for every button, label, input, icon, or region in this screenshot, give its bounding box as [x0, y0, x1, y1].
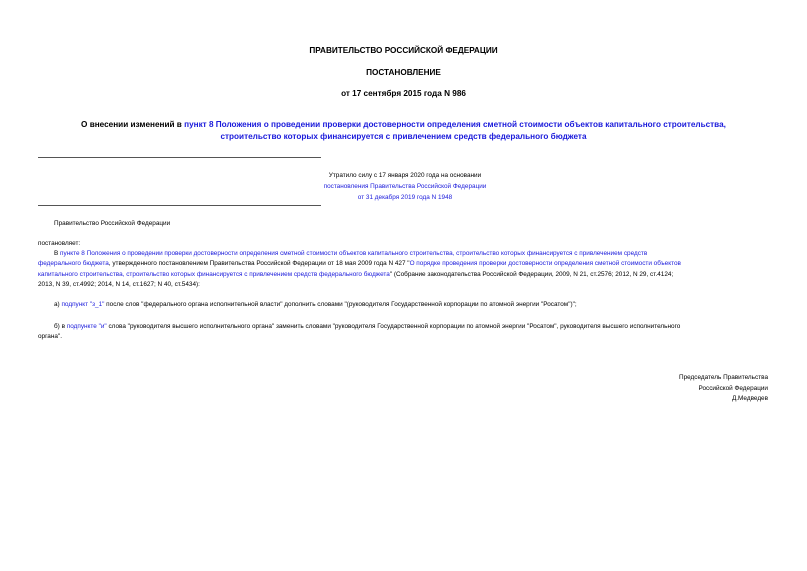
subparagraph-b-link[interactable]: подпункте "и" — [66, 323, 107, 330]
subparagraph-b-label: б) в — [54, 323, 67, 330]
paragraph-main-text-c: " (Собрание законодательства Российской Федерации, 2009, N 21, ст.2576; 2012, N 29, ст.4124; — [389, 270, 674, 278]
signature-title: Председатель Правительства — [679, 374, 768, 381]
subparagraph-b — [38, 322, 768, 343]
title-link-line2[interactable]: строительство которых финансируется с привлечением средств федерального бюджета — [220, 132, 587, 141]
document-title — [0, 119, 807, 143]
document-type: ПОСТАНОВЛЕНИЕ — [366, 68, 441, 77]
signature-block — [679, 373, 768, 405]
document-date-number: от 17 сентября 2015 года N 986 — [341, 89, 466, 98]
government-heading: ПРАВИТЕЛЬСТВО РОССИЙСКОЙ ФЕДЕРАЦИИ — [309, 46, 498, 55]
subparagraph-a-link[interactable]: подпункт "з_1" — [61, 301, 105, 308]
paragraph-main-link2[interactable]: О порядке проведения проверки достоверности определения сметной стоимости объектов — [409, 260, 681, 268]
paragraph-main-text-b: , утвержденного постановлением Правительства Российской Федерации от 18 мая 2009 года N 427 " — [108, 260, 410, 268]
paragraph-main-link2-cont[interactable]: капитального строительства, строительство которых финансируется с привлечением средств федерального бюджета — [38, 270, 390, 278]
subparagraph-a — [54, 300, 768, 310]
paragraph-main-text-d: 2013, N 39, ст.4992; 2014, N 14, ст.1627; N 40, ст.5434): — [38, 280, 200, 288]
repeal-note-link-line2[interactable]: от 31 декабря 2019 года N 1948 — [357, 194, 453, 201]
divider-bottom — [38, 205, 321, 206]
title-link-line1[interactable]: пункт 8 Положения о проведении проверки достоверности определения сметной стоимости объектов капитального строительства, — [184, 120, 726, 129]
signature-name: Д.Медведев — [731, 395, 768, 402]
intro-text: Правительство Российской Федерации — [54, 220, 171, 227]
divider-top — [38, 157, 321, 158]
paragraph-main-link1[interactable]: пункте 8 Положения о проведении проверки достоверности определения сметной стоимости объектов капитального строительства, строительство которых финансируется с привлечением средств — [60, 250, 648, 257]
signature-org: Российской Федерации — [698, 384, 768, 392]
paragraph-main-link1-cont[interactable]: федерального бюджета — [38, 260, 109, 268]
repeal-note — [260, 170, 550, 203]
repeal-note-text: Утратило силу с 17 января 2020 года на основании — [328, 172, 482, 179]
repeal-note-link-line1[interactable]: постановления Правительства Российской Федерации — [323, 183, 487, 190]
subparagraph-b-text-end: органа". — [38, 333, 62, 341]
decrees-text: постановляет: — [38, 240, 81, 247]
subparagraph-b-text: слова "руководителя высшего исполнительного органа" заменить словами "руководителя Государственной корпорации по атомной энергии "Росатом", руководителя высшего исполнительного — [106, 323, 681, 330]
paragraph-main-text-a: В — [54, 250, 61, 257]
subparagraph-a-text: после слов "федерального органа исполнительной власти" дополнить словами "(руководителя Государственной корпорации по атомной энергии "Росатом")"; — [104, 301, 577, 308]
paragraph-main — [38, 249, 768, 290]
title-prefix: О внесении изменений в — [81, 120, 185, 129]
subparagraph-a-label: а) — [54, 301, 62, 308]
